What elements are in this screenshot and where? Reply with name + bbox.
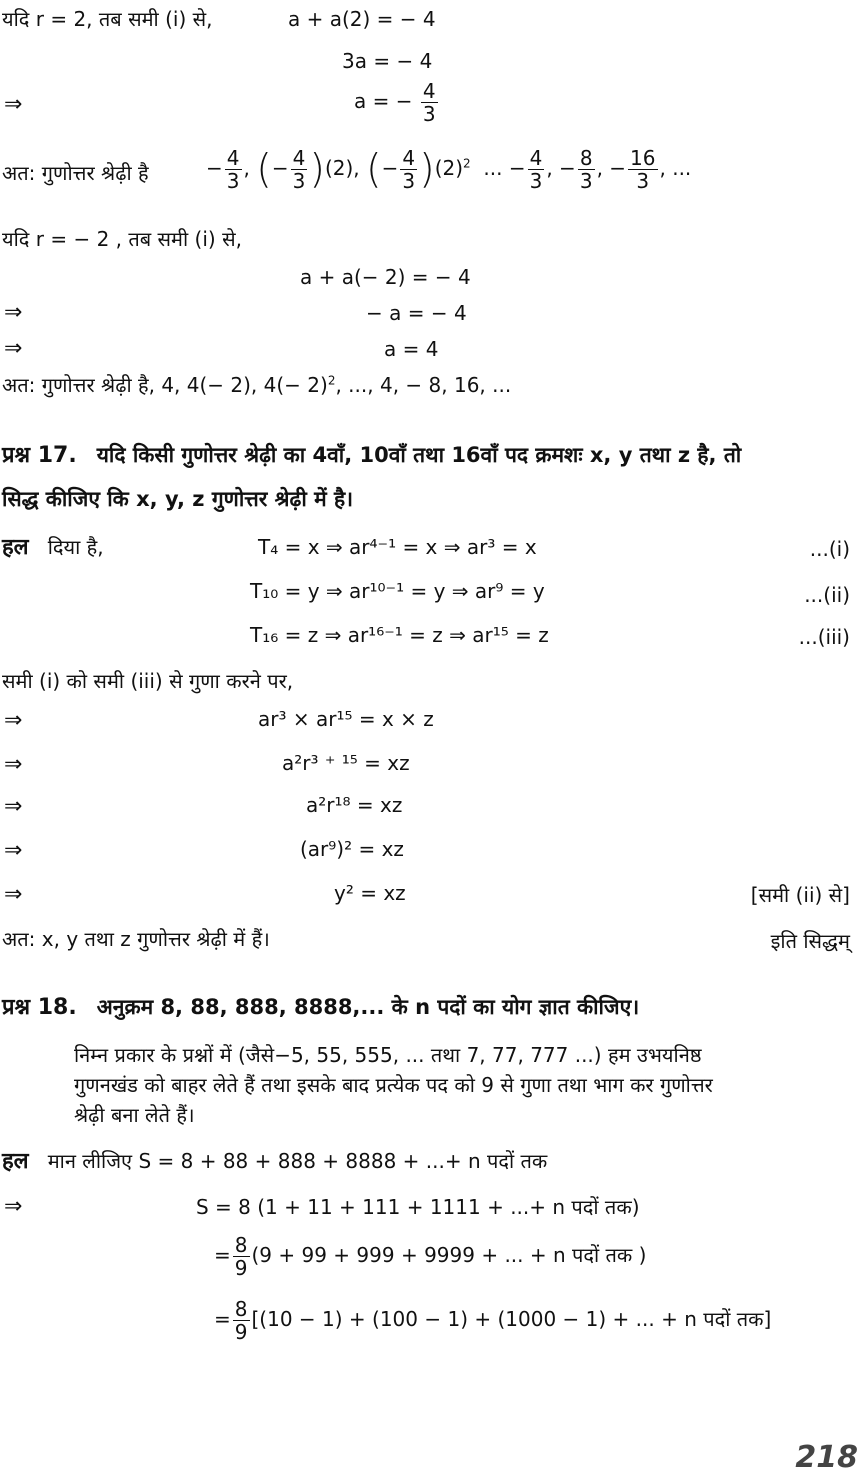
implies-arrow: ⇒	[4, 336, 23, 361]
equation: a²r³ ⁺ ¹⁵ = xz	[282, 751, 410, 775]
note-line: श्रेढ़ी बना लेते हैं।	[74, 1103, 195, 1127]
note-line: निम्न प्रकार के प्रश्नों में (जैसे−5, 55, 555, ... तथा 7, 77, 777 ...) हम उभयनिष्ठ	[74, 1043, 702, 1067]
equation-tag: ...(ii)	[804, 583, 850, 607]
note-line: गुणनखंड को बाहर लेते हैं तथा इसके बाद प्रत्येक पद को 9 से गुणा तथा भाग कर गुणोत्तर	[74, 1073, 713, 1097]
question-17: प्रश्न 17. यदि किसी गुणोत्तर श्रेढ़ी का 4वाँ, 10वाँ तथा 16वाँ पद क्रमशः x, y तथा z है, तो	[2, 443, 742, 468]
question-17-cont: सिद्ध कीजिए कि x, y, z गुणोत्तर श्रेढ़ी में है।	[2, 487, 354, 511]
implies-arrow: ⇒	[4, 708, 23, 733]
page-number: 218	[795, 1440, 858, 1475]
equation-1: T₄ = x ⇒ ar⁴⁻¹ = x ⇒ ar³ = x	[258, 535, 537, 559]
implies-arrow: ⇒	[4, 300, 23, 325]
equation: = $\frac{8}{9}$ [(10 − 1) + (100 − 1) + (1000 − 1) + ... + n पदों तक]	[214, 1297, 772, 1344]
text-line: यदि r = 2, तब समी (i) से,	[2, 7, 213, 31]
conclusion: अत: x, y तथा z गुणोत्तर श्रेढ़ी में हैं।	[2, 927, 270, 951]
implies-arrow: ⇒	[4, 838, 23, 863]
equation: y² = xz	[334, 881, 406, 905]
question-label: प्रश्न 18.	[2, 995, 77, 1020]
implies-arrow: ⇒	[4, 1194, 23, 1219]
equation-tag: ...(i)	[809, 537, 850, 561]
text-line: अत: गुणोत्तर श्रेढ़ी है, 4, 4(− 2), $4(- 2)^2$, ..., 4, − 8, 16, ...	[2, 373, 512, 397]
implies-arrow: ⇒	[4, 92, 23, 117]
question-label: प्रश्न 17.	[2, 443, 77, 468]
qed: इति सिद्धम्	[770, 929, 850, 953]
equation: = $\frac{8}{9}$ (9 + 99 + 999 + 9999 + ... + n पदों तक )	[214, 1233, 647, 1280]
equation: a = − $\frac{4}{3}$	[354, 79, 436, 126]
equation: a + a(− 2) = − 4	[300, 265, 471, 289]
implies-arrow: ⇒	[4, 794, 23, 819]
gp-series-expression: − $\frac{4}{3}$ , (− $\frac{4}{3}$ )(2), (− $\frac{4}{3}$ )$(2)^2$ ... − $\frac{4}{3}$ , − $\frac{8}{3}$ , − $\frac{16}{3}$ , ...	[206, 146, 692, 193]
gp-series-line: अत: गुणोत्तर श्रेढ़ी है	[2, 161, 149, 185]
equation-3: T₁₆ = z ⇒ ar¹⁶⁻¹ = z ⇒ ar¹⁵ = z	[250, 623, 549, 647]
text-line: यदि r = − 2 , तब समी (i) से,	[2, 227, 242, 251]
equation: 3a = − 4	[342, 49, 433, 73]
equation-tag: [समी (ii) से]	[750, 883, 850, 907]
solution-start: हल मान लीजिए S = 8 + 88 + 888 + 8888 + ...+ n पदों तक	[2, 1149, 548, 1174]
text-line: समी (i) को समी (iii) से गुणा करने पर,	[2, 669, 294, 693]
question-18: प्रश्न 18. अनुक्रम 8, 88, 888, 8888,... के n पदों का योग ज्ञात कीजिए।	[2, 995, 640, 1020]
equation: a + a(2) = − 4	[288, 7, 436, 31]
equation: − a = − 4	[366, 301, 467, 325]
equation: ar³ × ar¹⁵ = x × z	[258, 707, 434, 731]
implies-arrow: ⇒	[4, 882, 23, 907]
equation: (ar⁹)² = xz	[300, 837, 404, 861]
equation: S = 8 (1 + 11 + 111 + 1111 + ...+ n पदों तक)	[196, 1195, 640, 1219]
equation-tag: ...(iii)	[798, 625, 850, 649]
equation: a = 4	[384, 337, 439, 361]
implies-arrow: ⇒	[4, 752, 23, 777]
equation-2: T₁₀ = y ⇒ ar¹⁰⁻¹ = y ⇒ ar⁹ = y	[250, 579, 545, 603]
equation: a²r¹⁸ = xz	[306, 793, 403, 817]
solution-start: हल दिया है,	[2, 535, 104, 560]
